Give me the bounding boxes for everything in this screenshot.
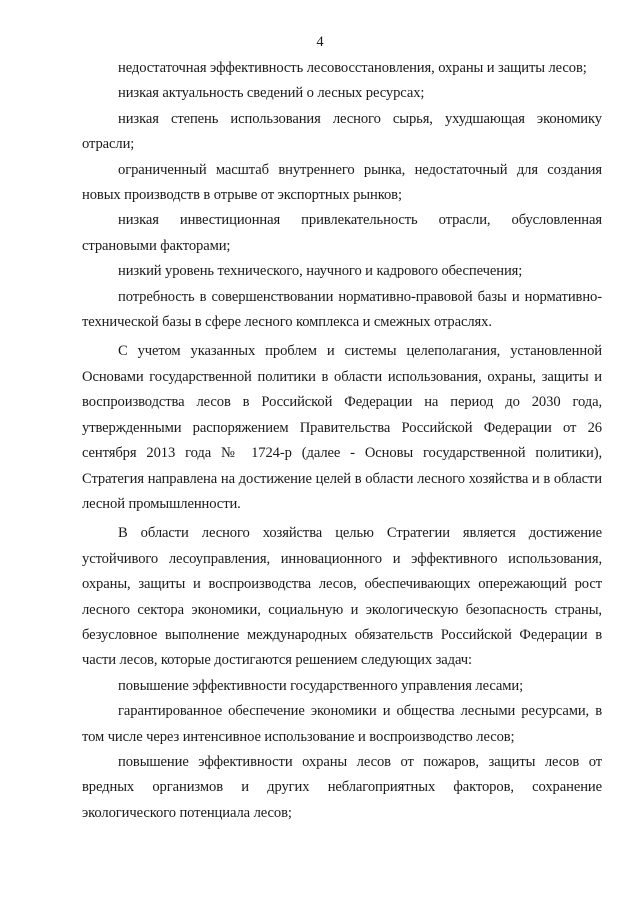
page-number: 4 (316, 34, 324, 50)
paragraph-forest-info-relevance: низкая актуальность сведений о лесных ресурсах; (118, 85, 425, 102)
paragraph-task-fire-protection: повышение эффективности охраны лесов от пожаров, защиты лесов от вредных организмов и других неблагоприятных факторов, сохранение экологического потенциала лесов; (82, 753, 602, 821)
paragraph-forest-protection-efficiency: недостаточная эффективность лесовосстановления, охраны и защиты лесов; (118, 60, 587, 76)
paragraph-strategy-goals: С учетом указанных проблем и системы целеполагания, установленной Основами государственной политики в области использования, охраны, защиты и воспроизводства лесов в Российской Федерации на период до 2030 года, утвержденными распоряжением Правительства Российской Федерации от 26 сентября 2013 года № 1724-р (далее - Основы государственной политики), Стратегия направлена на достижение целей в области лесного хозяйства и в области лесной промышленности. (82, 343, 602, 512)
paragraph-regulatory-base-improvement: потребность в совершенствовании нормативно-правовой базы и нормативно-технической базы в сфере лесного комплекса и смежных отраслях. (82, 288, 602, 331)
paragraph-technical-support-level: низкий уровень технического, научного и кадрового обеспечения; (118, 263, 523, 280)
paragraph-domestic-market-scale: ограниченный масштаб внутреннего рынка, недостаточный для создания новых производств в отрыве от экспортных рынков; (82, 161, 602, 204)
paragraph-raw-material-use: низкая степень использования лесного сырья, ухудшающая экономику отрасли; (82, 110, 602, 153)
document-body (82, 56, 602, 826)
paragraph-task-governance: повышение эффективности государственного управления лесами; (118, 677, 524, 694)
paragraph-investment-attractiveness: низкая инвестиционная привлекательность отрасли, обусловленная страновыми факторами; (82, 212, 602, 254)
paragraph-task-resource-supply: гарантированное обеспечение экономики и общества лесными ресурсами, в том числе через интенсивное использование и воспроизводство лесов; (82, 703, 602, 745)
paragraph-forestry-goal: В области лесного хозяйства целью Стратегии является достижение устойчивого лесоуправления, инновационного и эффективного использования, охраны, защиты и воспроизводства лесов, обеспечивающих опережающий рост лесного сектора экономики, социальную и экологическую безопасность страны, безусловное выполнение международных обязательств Российской Федерации в части лесов, которые достигаются решением следующих задач: (82, 525, 602, 669)
